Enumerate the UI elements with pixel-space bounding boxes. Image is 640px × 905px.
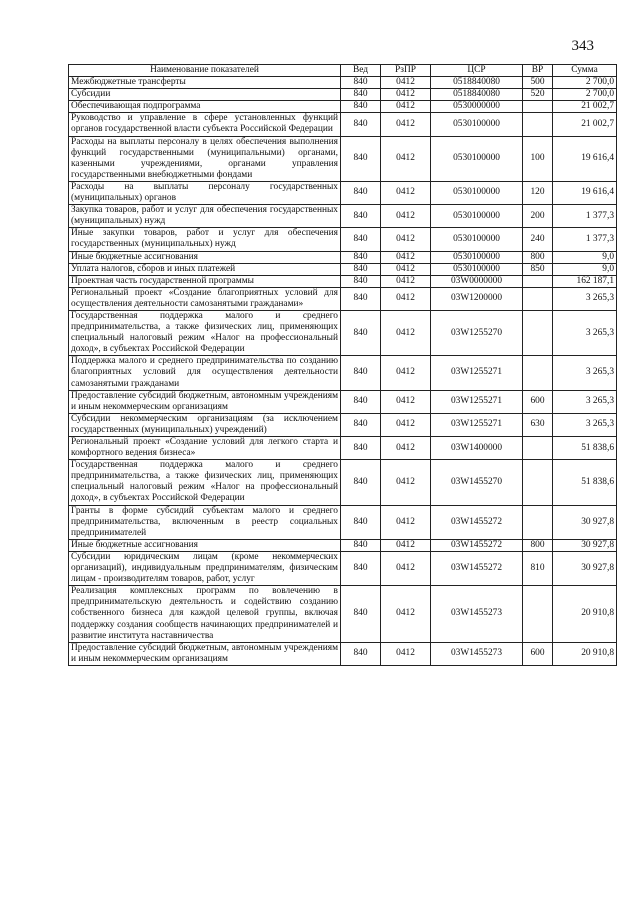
- cell-sum: 51 838,6: [553, 437, 617, 460]
- cell-name: Поддержка малого и среднего предпринимательства по созданию благоприятных условий для осуществления деятельности самозанятыми гражданами: [69, 356, 341, 390]
- cell-name: Закупка товаров, работ и услуг для обеспечения государственных (муниципальных) нужд: [69, 205, 341, 228]
- cell-ved: 840: [341, 390, 381, 413]
- cell-vr: [523, 356, 553, 390]
- cell-rzpr: 0412: [381, 275, 431, 287]
- cell-rzpr: 0412: [381, 101, 431, 113]
- header-name: Наименование показателей: [69, 65, 341, 77]
- cell-rzpr: 0412: [381, 287, 431, 310]
- table-row: [69, 275, 617, 287]
- cell-ved: 840: [341, 551, 381, 585]
- cell-vr: 240: [523, 228, 553, 251]
- table-row: [69, 586, 617, 642]
- cell-vr: 600: [523, 642, 553, 665]
- cell-ved: 840: [341, 205, 381, 228]
- table-row: [69, 77, 617, 89]
- cell-vr: [523, 437, 553, 460]
- header-rzpr: РзПР: [381, 65, 431, 77]
- cell-csr: 03W1255271: [431, 356, 523, 390]
- cell-vr: 800: [523, 251, 553, 263]
- cell-csr: 0530100000: [431, 251, 523, 263]
- cell-rzpr: 0412: [381, 505, 431, 539]
- cell-rzpr: 0412: [381, 551, 431, 585]
- cell-vr: 810: [523, 551, 553, 585]
- cell-ved: 840: [341, 275, 381, 287]
- cell-sum: 3 265,3: [553, 413, 617, 436]
- table-row: [69, 251, 617, 263]
- cell-vr: [523, 310, 553, 355]
- cell-name: Гранты в форме субсидий субъектам малого и среднего предпринимательства, включенным в реестр социальных предпринимателей: [69, 505, 341, 539]
- table-row: [69, 113, 617, 136]
- cell-csr: 03W1455273: [431, 586, 523, 642]
- cell-csr: 03W1200000: [431, 287, 523, 310]
- cell-rzpr: 0412: [381, 437, 431, 460]
- cell-csr: 0518840080: [431, 89, 523, 101]
- cell-sum: 19 616,4: [553, 181, 617, 204]
- table-row: [69, 287, 617, 310]
- cell-csr: 03W1255271: [431, 413, 523, 436]
- cell-name: Иные бюджетные ассигнования: [69, 539, 341, 551]
- cell-rzpr: 0412: [381, 356, 431, 390]
- cell-ved: 840: [341, 356, 381, 390]
- cell-vr: 200: [523, 205, 553, 228]
- cell-name: Обеспечивающая подпрограмма: [69, 101, 341, 113]
- cell-name: Руководство и управление в сфере установленных функций органов государственной власти субъекта Российской Федерации: [69, 113, 341, 136]
- cell-csr: 03W0000000: [431, 275, 523, 287]
- table-row: [69, 228, 617, 251]
- cell-csr: 0530100000: [431, 205, 523, 228]
- cell-csr: 0518840080: [431, 77, 523, 89]
- table-row: [69, 551, 617, 585]
- table-row: [69, 89, 617, 101]
- cell-sum: 21 002,7: [553, 113, 617, 136]
- cell-rzpr: 0412: [381, 181, 431, 204]
- cell-vr: [523, 460, 553, 505]
- cell-name: Региональный проект «Создание благоприятных условий для осуществления деятельности самозанятыми гражданами»: [69, 287, 341, 310]
- cell-sum: 9,0: [553, 263, 617, 275]
- cell-sum: 20 910,8: [553, 586, 617, 642]
- table-row: [69, 413, 617, 436]
- cell-ved: 840: [341, 89, 381, 101]
- cell-sum: 30 927,8: [553, 539, 617, 551]
- cell-sum: 21 002,7: [553, 101, 617, 113]
- cell-name: Предоставление субсидий бюджетным, автономным учреждениям и иным некоммерческим организациям: [69, 390, 341, 413]
- cell-name: Иные закупки товаров, работ и услуг для обеспечения государственных (муниципальных) нужд: [69, 228, 341, 251]
- cell-sum: 1 377,3: [553, 228, 617, 251]
- cell-rzpr: 0412: [381, 539, 431, 551]
- cell-sum: 3 265,3: [553, 310, 617, 355]
- cell-sum: 30 927,8: [553, 505, 617, 539]
- cell-ved: 840: [341, 101, 381, 113]
- cell-sum: 20 910,8: [553, 642, 617, 665]
- cell-vr: [523, 287, 553, 310]
- cell-ved: 840: [341, 310, 381, 355]
- cell-sum: 30 927,8: [553, 551, 617, 585]
- cell-name: Расходы на выплаты персоналу государственных (муниципальных) органов: [69, 181, 341, 204]
- cell-vr: 120: [523, 181, 553, 204]
- cell-sum: 2 700,0: [553, 89, 617, 101]
- cell-vr: [523, 101, 553, 113]
- table-row: [69, 539, 617, 551]
- page-number: 343: [571, 38, 594, 54]
- cell-rzpr: 0412: [381, 642, 431, 665]
- cell-csr: 03W1255271: [431, 390, 523, 413]
- cell-sum: 162 187,1: [553, 275, 617, 287]
- cell-vr: 630: [523, 413, 553, 436]
- cell-vr: 100: [523, 136, 553, 181]
- cell-csr: 0530100000: [431, 181, 523, 204]
- cell-name: Расходы на выплаты персоналу в целях обеспечения выполнения функций государственными (муниципальными) органами, казенными учреждениями, органами управления государственными внебюджетными фондами: [69, 136, 341, 181]
- cell-ved: 840: [341, 437, 381, 460]
- table-header-row: [69, 65, 617, 77]
- cell-rzpr: 0412: [381, 113, 431, 136]
- cell-ved: 840: [341, 505, 381, 539]
- table-row: [69, 505, 617, 539]
- cell-vr: [523, 275, 553, 287]
- cell-ved: 840: [341, 77, 381, 89]
- header-ved: Вед: [341, 65, 381, 77]
- cell-csr: 03W1455272: [431, 551, 523, 585]
- table-row: [69, 437, 617, 460]
- table-row: [69, 390, 617, 413]
- cell-rzpr: 0412: [381, 586, 431, 642]
- cell-rzpr: 0412: [381, 460, 431, 505]
- cell-ved: 840: [341, 136, 381, 181]
- cell-csr: 0530100000: [431, 113, 523, 136]
- cell-name: Уплата налогов, сборов и иных платежей: [69, 263, 341, 275]
- cell-ved: 840: [341, 413, 381, 436]
- cell-csr: 03W1455272: [431, 505, 523, 539]
- cell-csr: 03W1400000: [431, 437, 523, 460]
- cell-rzpr: 0412: [381, 228, 431, 251]
- cell-csr: 0530100000: [431, 228, 523, 251]
- cell-ved: 840: [341, 287, 381, 310]
- table-row: [69, 263, 617, 275]
- cell-name: Иные бюджетные ассигнования: [69, 251, 341, 263]
- cell-sum: 51 838,6: [553, 460, 617, 505]
- table-row: [69, 460, 617, 505]
- cell-vr: 800: [523, 539, 553, 551]
- cell-csr: 03W1255270: [431, 310, 523, 355]
- cell-vr: 500: [523, 77, 553, 89]
- cell-name: Субсидии некоммерческим организациям (за исключением государственных (муниципальных) учреждений): [69, 413, 341, 436]
- cell-csr: 03W1455272: [431, 539, 523, 551]
- cell-rzpr: 0412: [381, 390, 431, 413]
- cell-sum: 1 377,3: [553, 205, 617, 228]
- cell-csr: 0530100000: [431, 136, 523, 181]
- cell-vr: [523, 505, 553, 539]
- cell-sum: 3 265,3: [553, 390, 617, 413]
- cell-ved: 840: [341, 228, 381, 251]
- cell-name: Субсидии юридическим лицам (кроме некоммерческих организаций), индивидуальным предпринимателям, физическим лицам - производителям товаров, работ, услуг: [69, 551, 341, 585]
- table-row: [69, 642, 617, 665]
- cell-ved: 840: [341, 251, 381, 263]
- cell-ved: 840: [341, 460, 381, 505]
- cell-name: Реализация комплексных программ по вовлечению в предпринимательскую деятельность и содействию созданию собственного бизнеса для каждой целевой группы, включая поддержку создания сообществ начинающих предпринимателей и развитие института наставничества: [69, 586, 341, 642]
- table-row: [69, 356, 617, 390]
- cell-name: Межбюджетные трансферты: [69, 77, 341, 89]
- cell-name: Государственная поддержка малого и среднего предпринимательства, а также физических лиц, применяющих специальный налоговый режим «Налог на профессиональный доход», в субъектах Российской Федерации: [69, 460, 341, 505]
- header-vr: ВР: [523, 65, 553, 77]
- header-csr: ЦСР: [431, 65, 523, 77]
- cell-rzpr: 0412: [381, 251, 431, 263]
- cell-rzpr: 0412: [381, 205, 431, 228]
- cell-name: Региональный проект «Создание условий для легкого старта и комфортного ведения бизнеса»: [69, 437, 341, 460]
- table-row: [69, 310, 617, 355]
- cell-vr: 520: [523, 89, 553, 101]
- cell-csr: 03W1455273: [431, 642, 523, 665]
- cell-rzpr: 0412: [381, 263, 431, 275]
- cell-csr: 0530000000: [431, 101, 523, 113]
- cell-rzpr: 0412: [381, 77, 431, 89]
- cell-vr: [523, 113, 553, 136]
- cell-ved: 840: [341, 642, 381, 665]
- cell-name: Проектная часть государственной программы: [69, 275, 341, 287]
- cell-rzpr: 0412: [381, 310, 431, 355]
- budget-table: [68, 64, 617, 666]
- cell-rzpr: 0412: [381, 136, 431, 181]
- cell-ved: 840: [341, 113, 381, 136]
- cell-rzpr: 0412: [381, 89, 431, 101]
- cell-name: Субсидии: [69, 89, 341, 101]
- table-row: [69, 136, 617, 181]
- table-row: [69, 101, 617, 113]
- cell-sum: 19 616,4: [553, 136, 617, 181]
- table-row: [69, 181, 617, 204]
- cell-csr: 03W1455270: [431, 460, 523, 505]
- cell-sum: 9,0: [553, 251, 617, 263]
- cell-name: Государственная поддержка малого и среднего предпринимательства, а также физических лиц, применяющих специальный налоговый режим «Налог на профессиональный доход», в субъектах Российской Федерации: [69, 310, 341, 355]
- cell-sum: 2 700,0: [553, 77, 617, 89]
- table-body: [69, 77, 617, 666]
- table-row: [69, 205, 617, 228]
- cell-ved: 840: [341, 263, 381, 275]
- cell-vr: 600: [523, 390, 553, 413]
- cell-csr: 0530100000: [431, 263, 523, 275]
- cell-sum: 3 265,3: [553, 287, 617, 310]
- header-sum: Сумма: [553, 65, 617, 77]
- cell-sum: 3 265,3: [553, 356, 617, 390]
- cell-vr: [523, 586, 553, 642]
- cell-name: Предоставление субсидий бюджетным, автономным учреждениям и иным некоммерческим организациям: [69, 642, 341, 665]
- cell-vr: 850: [523, 263, 553, 275]
- cell-ved: 840: [341, 181, 381, 204]
- cell-rzpr: 0412: [381, 413, 431, 436]
- cell-ved: 840: [341, 539, 381, 551]
- cell-ved: 840: [341, 586, 381, 642]
